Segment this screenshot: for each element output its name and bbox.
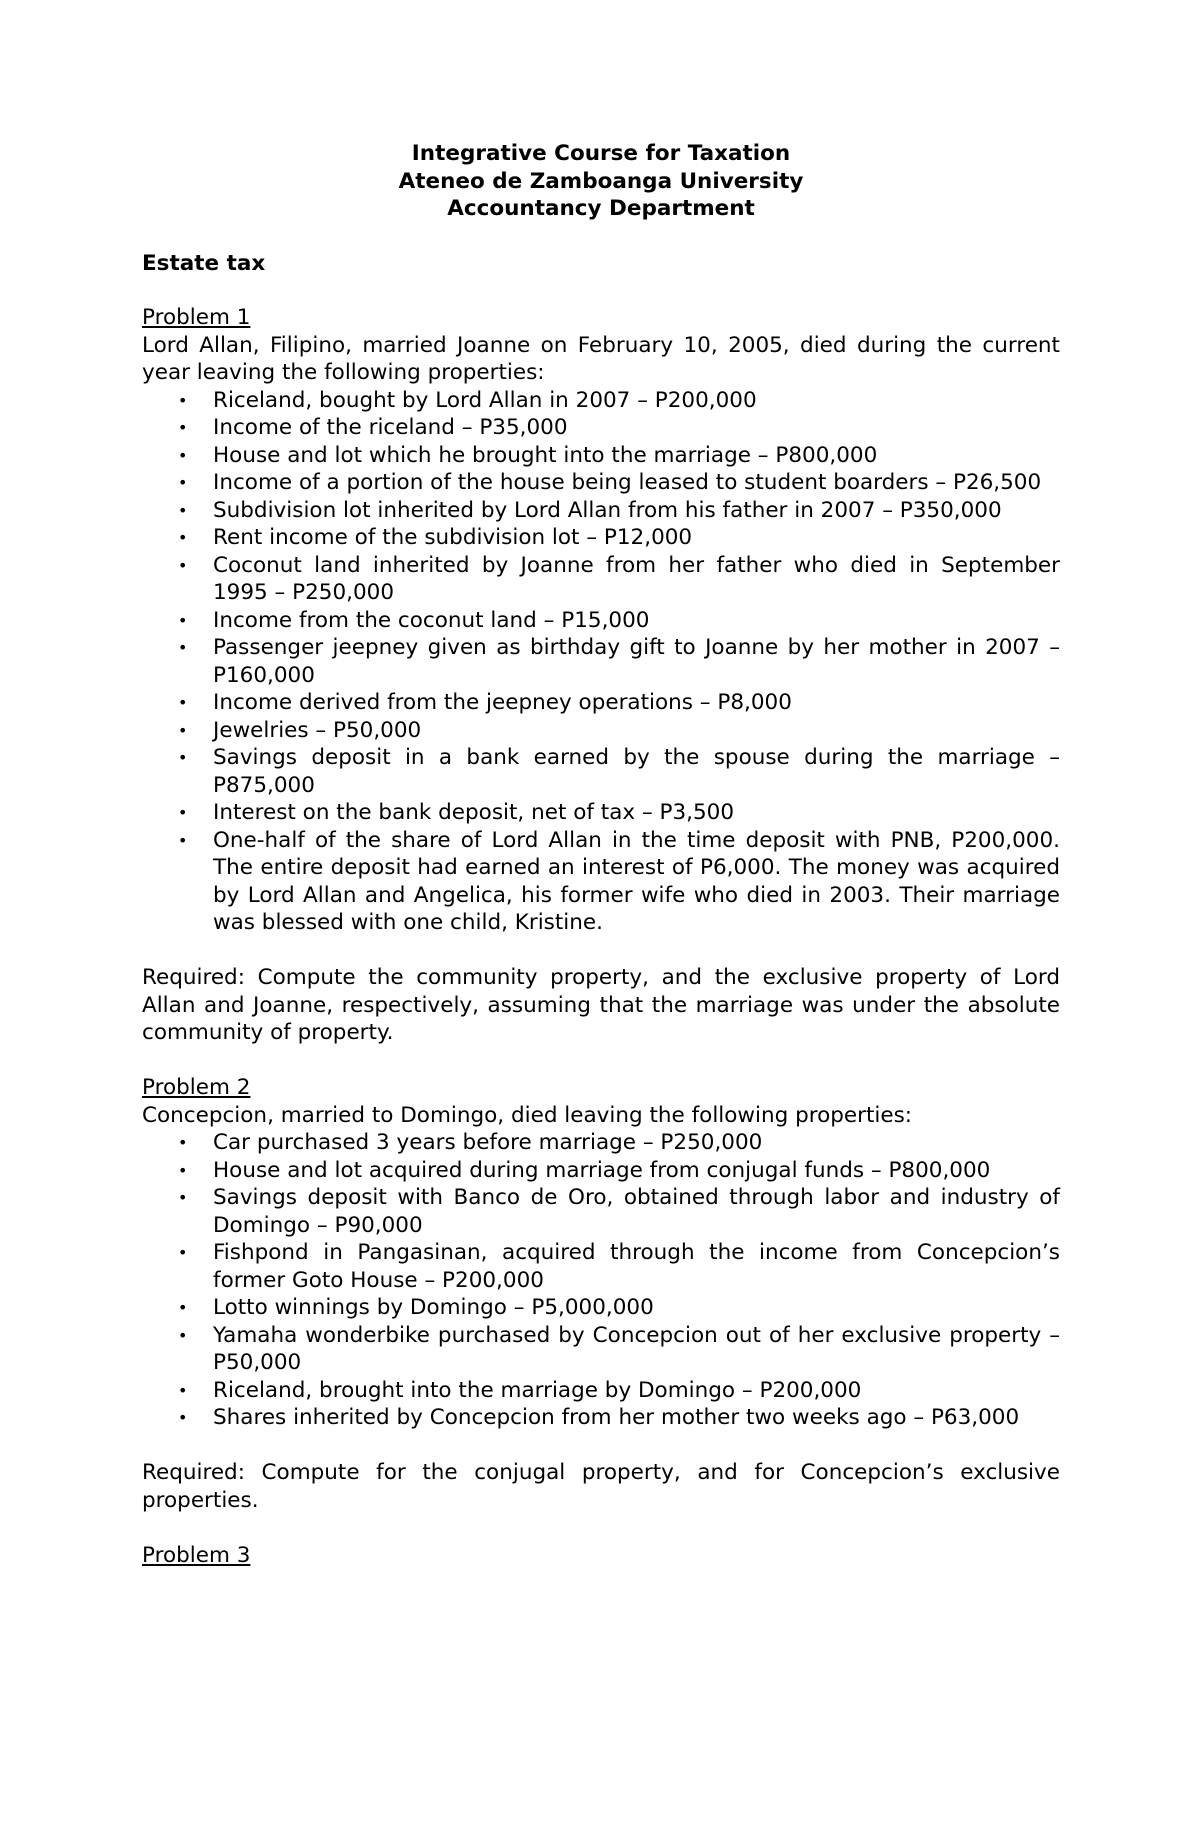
list-item: • Income derived from the jeepney operations – P8,000: [213, 689, 1060, 717]
list-item: • Rent income of the subdivision lot – P12,000: [213, 524, 1060, 552]
department-name: Accountancy Department: [447, 196, 755, 221]
list-item: • Income from the coconut land – P15,000: [213, 607, 1060, 635]
course-title: Integrative Course for Taxation: [411, 141, 791, 166]
problem-2: [142, 1074, 1060, 1514]
problem-2-list: [142, 1129, 1060, 1432]
problem-1-required: Required: Compute the community property, and the exclusive property of Lord Allan and Joanne, respectively, assuming that the marriage was under the absolute community of property.: [142, 965, 1060, 1045]
university-name: Ateneo de Zamboanga University: [398, 168, 804, 194]
problem-1-intro: Lord Allan, Filipino, married Joanne on February 10, 2005, died during the current year leaving the following properties:: [142, 332, 1060, 385]
list-item: • Fishpond in Pangasinan, acquired through the income from Concepcion’s former Goto House – P200,000: [213, 1239, 1060, 1294]
list-item: • Lotto winnings by Domingo – P5,000,000: [213, 1294, 1060, 1322]
problem-2-required: Required: Compute for the conjugal property, and for Concepcion’s exclusive properties.: [142, 1460, 1060, 1513]
list-item: • Income of the riceland – P35,000: [213, 414, 1060, 442]
list-item: • Passenger jeepney given as birthday gift to Joanne by her mother in 2007 – P160,000: [213, 634, 1060, 689]
list-item: • House and lot which he brought into the marriage – P800,000: [213, 442, 1060, 470]
problem-1-title: Problem 1: [142, 305, 251, 330]
problem-2-intro: Concepcion, married to Domingo, died leaving the following properties:: [142, 1102, 913, 1128]
problem-3: [142, 1542, 1060, 1570]
list-item: • Savings deposit with Banco de Oro, obtained through labor and industry of Domingo – P90,000: [213, 1184, 1060, 1239]
section-title: Estate tax: [142, 250, 266, 276]
document-header: [142, 140, 1060, 223]
list-item: • Car purchased 3 years before marriage – P250,000: [213, 1129, 1060, 1157]
list-item: • Coconut land inherited by Joanne from her father who died in September 1995 – P250,000: [213, 552, 1060, 607]
list-item: • House and lot acquired during marriage from conjugal funds – P800,000: [213, 1157, 1060, 1185]
list-item: • Riceland, bought by Lord Allan in 2007 – P200,000: [213, 387, 1060, 415]
problem-2-title: Problem 2: [142, 1075, 251, 1100]
list-item: • Yamaha wonderbike purchased by Concepcion out of her exclusive property – P50,000: [213, 1322, 1060, 1377]
list-item: • Savings deposit in a bank earned by the spouse during the marriage – P875,000: [213, 744, 1060, 799]
list-item: • Shares inherited by Concepcion from her mother two weeks ago – P63,000: [213, 1404, 1060, 1432]
problem-3-title: Problem 3: [142, 1542, 251, 1568]
problem-1-list: [142, 387, 1060, 937]
list-item: • Interest on the bank deposit, net of tax – P3,500: [213, 799, 1060, 827]
problem-1: [142, 304, 1060, 1047]
list-item: • Jewelries – P50,000: [213, 717, 1060, 745]
list-item: • Income of a portion of the house being leased to student boarders – P26,500: [213, 469, 1060, 497]
list-item: • Subdivision lot inherited by Lord Allan from his father in 2007 – P350,000: [213, 497, 1060, 525]
list-item: • One-half of the share of Lord Allan in the time deposit with PNB, P200,000. The entire deposit had earned an interest of P6,000. The money was acquired by Lord Allan and Angelica, his former wife who died in 2003. Their marriage was blessed with one child, Kristine.: [213, 827, 1060, 937]
list-item: • Riceland, brought into the marriage by Domingo – P200,000: [213, 1377, 1060, 1405]
